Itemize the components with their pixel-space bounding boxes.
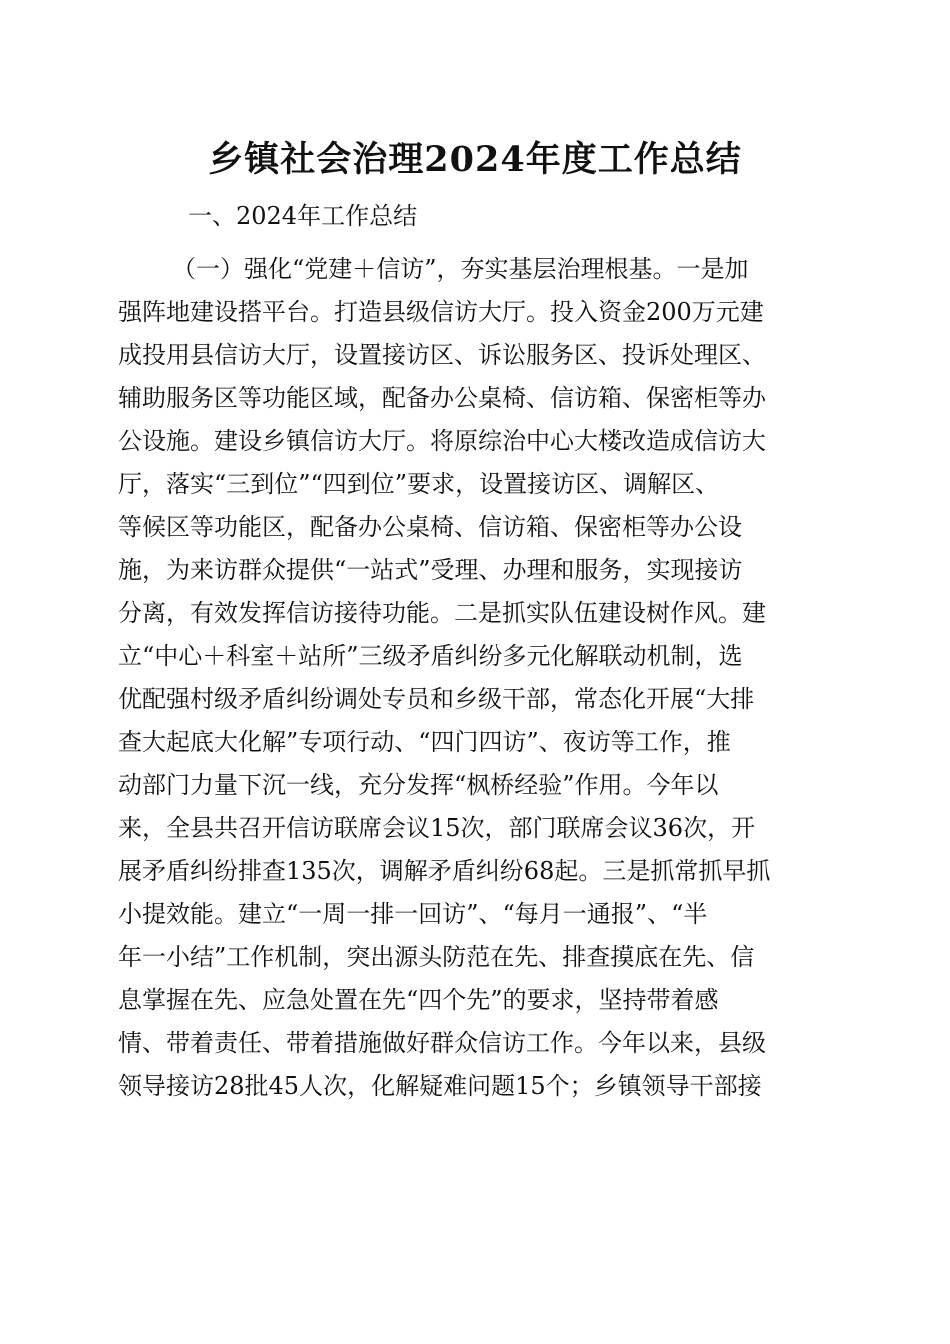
paragraph-line: 分离，有效发挥信访接待功能。二是抓实队伍建设树作风。建	[118, 599, 766, 627]
paragraph-line: 小提效能。建立“一周一排一回访”、“每月一通报”、“半	[118, 900, 708, 928]
paragraph-line: 立“中心＋科室＋站所”三级矛盾纠纷多元化解联动机制，选	[118, 642, 743, 670]
paragraph-line: 年一小结”工作机制，突出源头防范在先、排查摸底在先、信	[118, 943, 755, 971]
paragraph-line: 厅，落实“三到位”“四到位”要求，设置接访区、调解区、	[118, 470, 720, 498]
paragraph-line: 公设施。建设乡镇信访大厅。将原综治中心大楼改造成信访大	[118, 427, 766, 455]
paragraph-line: 成投用县信访大厅，设置接访区、诉讼服务区、投诉处理区、	[118, 341, 766, 369]
section-heading: 一、2024年工作总结	[188, 202, 418, 230]
document-title: 乡镇社会治理2024年度工作总结	[208, 139, 742, 180]
paragraph-line: 展矛盾纠纷排查135次，调解矛盾纠纷68起。三是抓常抓早抓	[118, 857, 771, 885]
paragraph-line: 领导接访28批45人次，化解疑难问题15个；乡镇领导干部接	[118, 1072, 762, 1100]
paragraph-line: 情、带着责任、带着措施做好群众信访工作。今年以来，县级	[118, 1029, 766, 1057]
paragraph-line: 优配强村级矛盾纠纷调处专员和乡级干部，常态化开展“大排	[118, 685, 755, 713]
paragraph-line: 查大起底大化解”专项行动、“四门四访”、夜访等工作，推	[118, 728, 731, 756]
paragraph-line: 辅助服务区等功能区域，配备办公桌椅、信访箱、保密柜等办	[118, 384, 766, 412]
paragraph-line: （一）强化“党建＋信访”，夯实基层治理根基。一是加	[172, 255, 749, 283]
paragraph-line: 等候区等功能区，配备办公桌椅、信访箱、保密柜等办公设	[118, 513, 742, 541]
paragraph-line: 强阵地建设搭平台。打造县级信访大厅。投入资金200万元建	[118, 298, 764, 326]
paragraph-line: 来，全县共召开信访联席会议15次，部门联席会议36次，开	[118, 814, 756, 842]
paragraph-line: 息掌握在先、应急处置在先“四个先”的要求，坚持带着感	[118, 986, 719, 1014]
paragraph-line: 动部门力量下沉一线，充分发挥“枫桥经验”作用。今年以	[118, 771, 719, 799]
paragraph-line: 施，为来访群众提供“一站式”受理、办理和服务，实现接访	[118, 556, 743, 584]
